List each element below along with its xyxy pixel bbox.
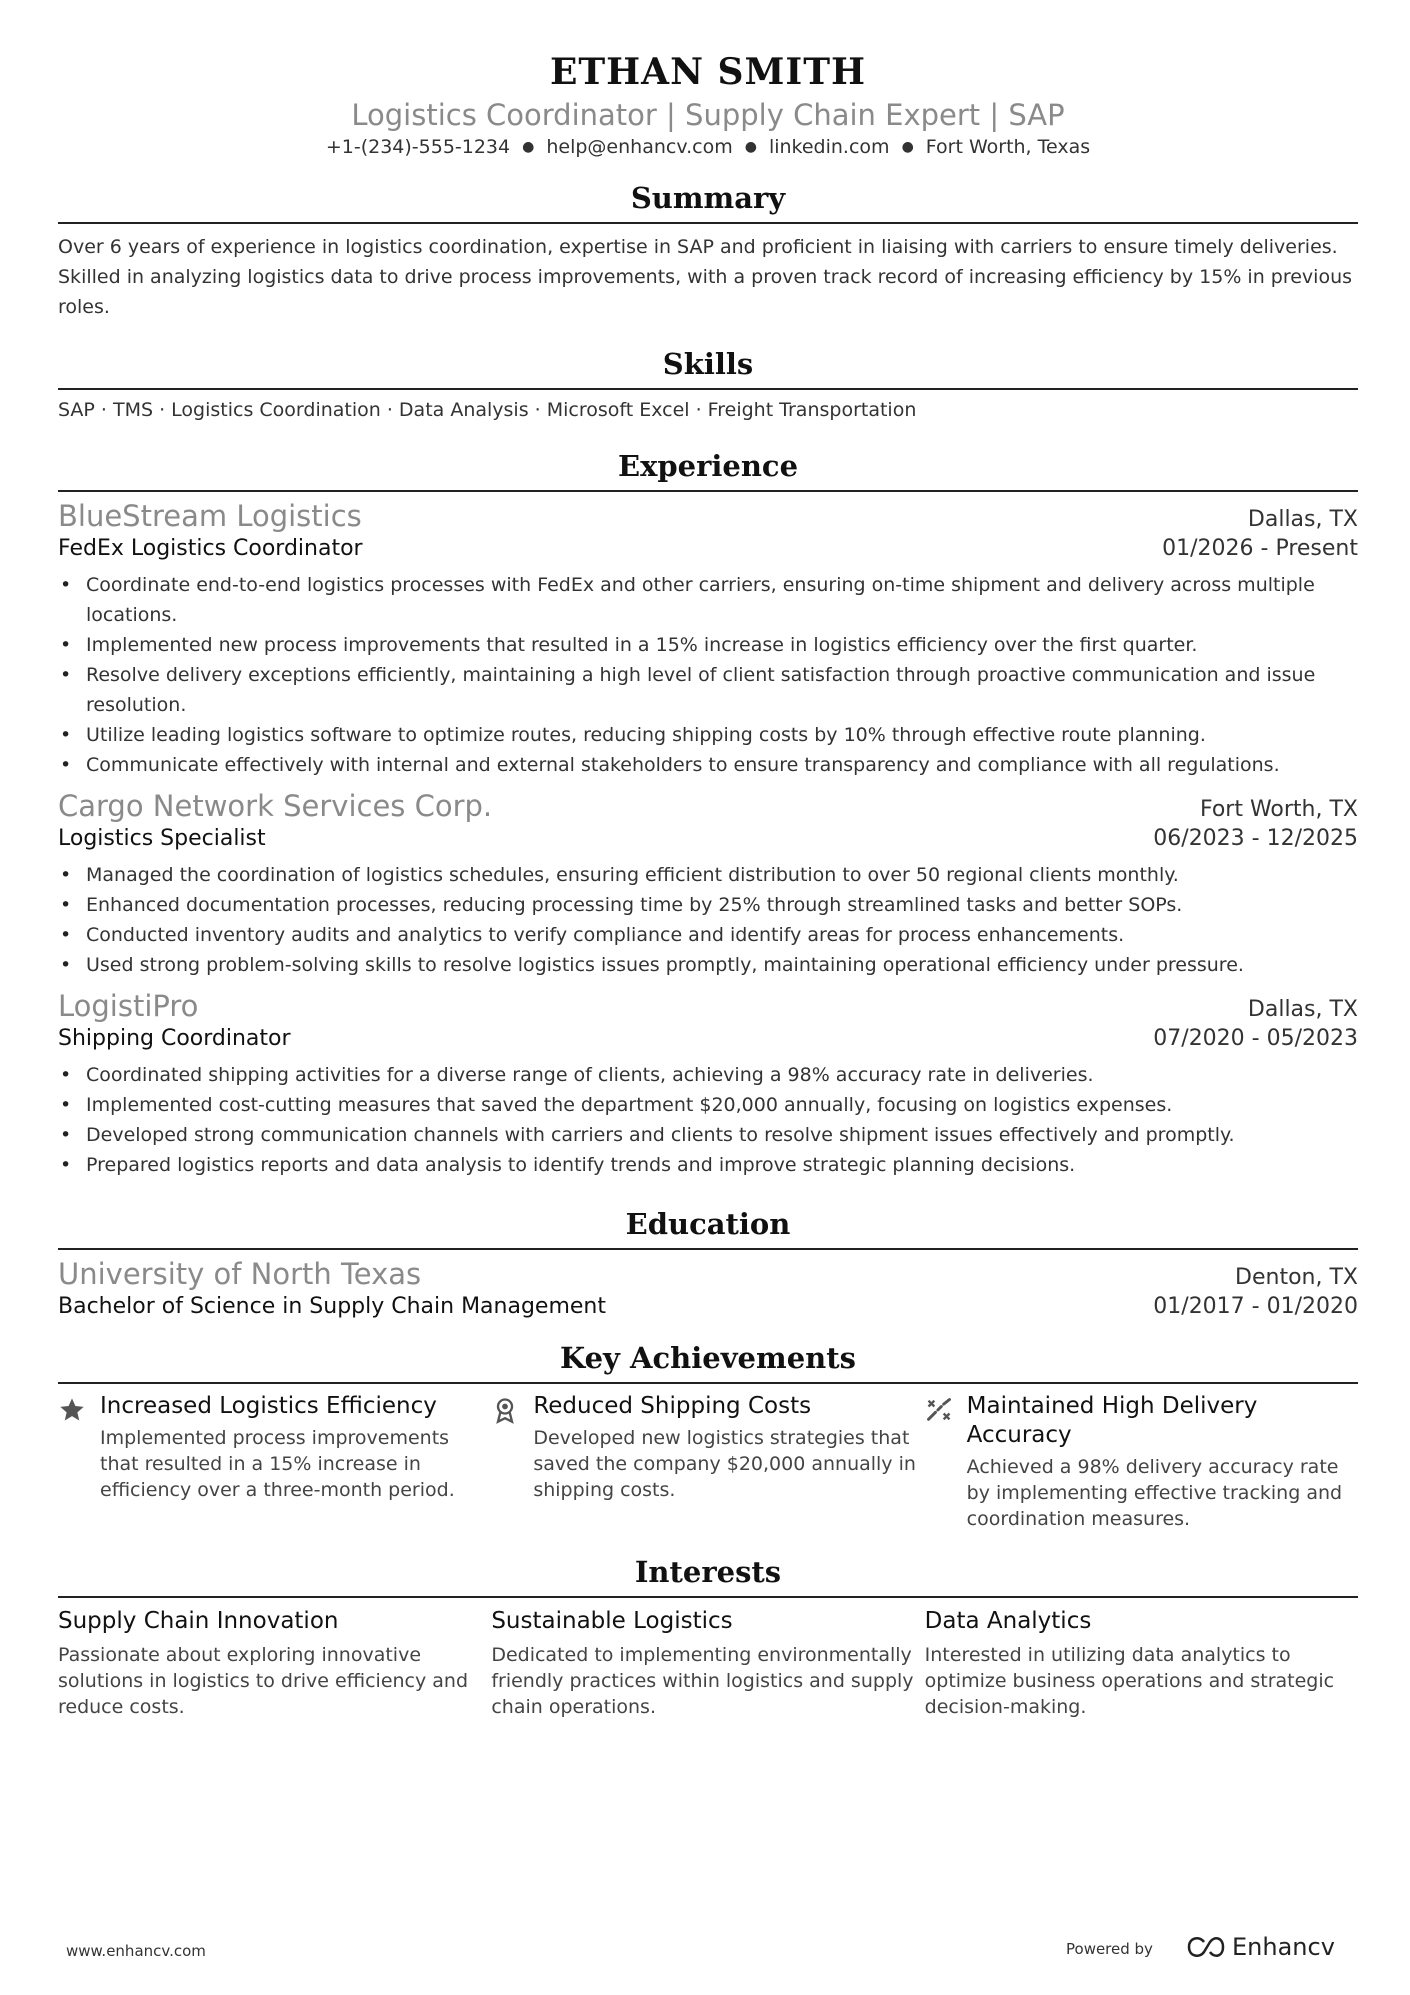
contact-separator: ● (901, 139, 914, 155)
resume-header (58, 50, 1358, 160)
interest-item (491, 1606, 924, 1720)
interests-section (58, 1554, 1358, 1720)
contact-separator: ● (744, 139, 757, 155)
achievements-list (58, 1392, 1358, 1532)
section-divider (58, 388, 1358, 390)
job-role: Logistics Specialist (58, 826, 266, 851)
page-footer (0, 1932, 1410, 1972)
section-divider (58, 1248, 1358, 1250)
summary-text: Over 6 years of experience in logistics coordination, expertise in SAP and proficient in liaising with carriers to ensure timely deliveries. Skilled in analyzing logistics data to drive process improvements, with a proven track record of increasing efficiency by 15% in previous roles. (58, 236, 1353, 318)
education-heading: Education (625, 1207, 791, 1241)
section-divider (58, 1382, 1358, 1384)
section-divider (58, 222, 1358, 224)
job-bullet: • Implemented cost-cutting measures that saved the department $20,000 annually, focusing on logistics expenses. (86, 1090, 1358, 1120)
job-dates: 01/2026 - Present (1162, 536, 1358, 561)
skills-heading: Skills (662, 347, 754, 381)
company-name: BlueStream Logistics (58, 499, 362, 533)
experience-entry (58, 498, 1358, 780)
achievement-item (58, 1392, 491, 1532)
contact-phone: +1-(234)-555-1234 (325, 136, 511, 158)
footer-url[interactable]: www.enhancv.com (66, 1942, 206, 1960)
achievements-heading: Key Achievements (560, 1341, 856, 1375)
achievements-section (58, 1340, 1358, 1532)
skills-list: SAP · TMS · Logistics Coordination · Data Analysis · Microsoft Excel · Freight Transportation (58, 399, 917, 421)
experience-heading: Experience (617, 449, 799, 483)
education-entry (58, 1256, 1358, 1322)
interests-heading: Interests (634, 1555, 782, 1589)
job-bullet: • Coordinate end-to-end logistics processes with FedEx and other carriers, ensuring on-time shipment and delivery across multiple locations. (86, 570, 1358, 630)
achievement-title: Reduced Shipping Costs (533, 1393, 812, 1419)
section-divider (58, 490, 1358, 492)
star-icon (58, 1392, 100, 1532)
job-dates: 07/2020 - 05/2023 (1153, 1026, 1358, 1051)
job-bullet: • Coordinated shipping activities for a diverse range of clients, achieving a 98% accuracy rate in deliveries. (86, 1060, 1358, 1090)
job-bullets (58, 570, 1358, 780)
job-role: FedEx Logistics Coordinator (58, 536, 363, 561)
skills-section (58, 346, 1358, 424)
school-location: Denton, TX (1235, 1265, 1358, 1290)
job-bullet: • Used strong problem-solving skills to resolve logistics issues promptly, maintaining operational efficiency under pressure. (86, 950, 1358, 980)
summary-heading: Summary (630, 181, 786, 215)
summary-section (58, 180, 1358, 322)
degree: Bachelor of Science in Supply Chain Management (58, 1294, 607, 1319)
route-icon (925, 1392, 967, 1532)
contact-linkedin[interactable]: linkedin.com (768, 136, 890, 158)
achievement-title: Maintained High Delivery Accuracy (966, 1393, 1258, 1448)
achievement-title: Increased Logistics Efficiency (100, 1393, 437, 1419)
education-section (58, 1206, 1358, 1322)
job-dates: 06/2023 - 12/2025 (1153, 826, 1358, 851)
interest-title: Data Analytics (924, 1608, 1092, 1634)
education-dates: 01/2017 - 01/2020 (1153, 1294, 1358, 1319)
job-bullets (58, 1060, 1358, 1180)
job-location: Fort Worth, TX (1199, 797, 1358, 822)
interests-list (58, 1606, 1358, 1720)
experience-section (58, 448, 1358, 1180)
award-icon (491, 1392, 533, 1532)
job-bullet: • Developed strong communication channels with carriers and clients to resolve shipment issues effectively and promptly. (86, 1120, 1358, 1150)
job-bullet: • Utilize leading logistics software to optimize routes, reducing shipping costs by 10% through effective route planning. (86, 720, 1358, 750)
contact-location: Fort Worth, Texas (925, 136, 1091, 158)
enhancv-logo[interactable] (1186, 1932, 1335, 1962)
job-location: Dallas, TX (1247, 507, 1358, 532)
contact-separator: ● (522, 139, 535, 155)
powered-by-label: Powered by (1066, 1940, 1153, 1958)
job-bullet: • Prepared logistics reports and data analysis to identify trends and improve strategic planning decisions. (86, 1150, 1358, 1180)
job-role: Shipping Coordinator (58, 1026, 291, 1051)
interest-description: Interested in utilizing data analytics to optimize business operations and strategic decision-making. (924, 1644, 1335, 1718)
company-name: LogistiPro (58, 989, 199, 1023)
contact-email[interactable]: help@enhancv.com (546, 136, 733, 158)
job-bullet: • Communicate effectively with internal and external stakeholders to ensure transparency and compliance with all regulations. (86, 750, 1358, 780)
job-location: Dallas, TX (1247, 997, 1358, 1022)
interest-item (925, 1606, 1358, 1720)
experience-entry (58, 788, 1358, 980)
resume-page (58, 0, 1358, 1720)
achievement-description: Developed new logistics strategies that saved the company $20,000 annually in shipping costs. (533, 1427, 916, 1501)
interest-title: Sustainable Logistics (491, 1608, 733, 1634)
job-bullet: • Enhanced documentation processes, reducing processing time by 25% through streamlined tasks and better SOPs. (86, 890, 1358, 920)
job-bullet: • Resolve delivery exceptions efficiently, maintaining a high level of client satisfaction through proactive communication and issue resolution. (86, 660, 1358, 720)
achievement-item (491, 1392, 924, 1532)
company-name: Cargo Network Services Corp. (58, 789, 493, 823)
interest-title: Supply Chain Innovation (58, 1608, 339, 1634)
interest-description: Dedicated to implementing environmentally friendly practices within logistics and supply chain operations. (491, 1644, 914, 1718)
section-divider (58, 1596, 1358, 1598)
job-bullet: • Managed the coordination of logistics schedules, ensuring efficient distribution to over 50 regional clients monthly. (86, 860, 1358, 890)
candidate-title: Logistics Coordinator | Supply Chain Expert | SAP (351, 98, 1065, 132)
experience-entry (58, 988, 1358, 1180)
achievement-description: Implemented process improvements that resulted in a 15% increase in efficiency over a three-month period. (100, 1427, 455, 1501)
candidate-name: ETHAN SMITH (549, 51, 867, 93)
achievement-description: Achieved a 98% delivery accuracy rate by implementing effective tracking and coordination measures. (966, 1456, 1343, 1530)
achievement-item (925, 1392, 1358, 1532)
interest-item (58, 1606, 491, 1720)
job-bullets (58, 860, 1358, 980)
contact-line (58, 134, 1358, 160)
school-name: University of North Texas (58, 1257, 422, 1291)
job-bullet: • Conducted inventory audits and analytics to verify compliance and identify areas for process enhancements. (86, 920, 1358, 950)
enhancv-logo-text: Enhancv (1232, 1933, 1335, 1961)
job-bullet: • Implemented new process improvements that resulted in a 15% increase in logistics efficiency over the first quarter. (86, 630, 1358, 660)
enhancv-logo-icon (1186, 1936, 1226, 1958)
interest-description: Passionate about exploring innovative solutions in logistics to drive efficiency and reduce costs. (58, 1644, 469, 1718)
